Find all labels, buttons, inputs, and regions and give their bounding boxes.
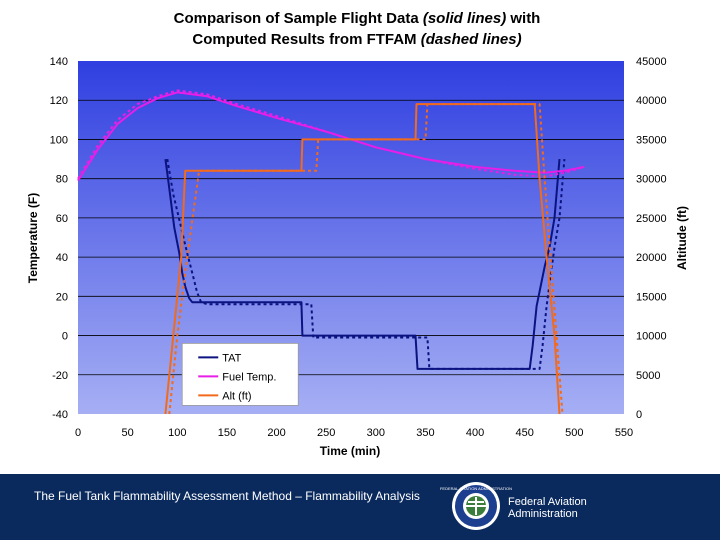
y-right-tick-label: 40000 [636,95,667,108]
y-right-tick-label: 30000 [636,173,667,186]
y-right-tick-label: 5000 [636,369,661,382]
y-left-tick-label: 60 [55,212,68,225]
legend [182,343,298,405]
y-axis-left-title: Temperature (F) [26,192,40,284]
y-left-tick-label: 120 [49,95,68,108]
x-tick-label: 250 [317,427,336,439]
x-tick-label: 200 [267,427,286,439]
svg-text:FEDERAL AVIATION ADMINISTRATIO: FEDERAL AVIATION ADMINISTRATION [439,486,513,491]
x-tick-label: 550 [614,427,634,439]
faa-seal-icon [439,481,513,531]
y-right-tick-label: 20000 [636,252,667,265]
x-tick-label: 400 [465,427,485,439]
x-tick-label: 0 [74,427,82,439]
x-tick-label: 150 [217,427,237,439]
y-right-tick-label: 15000 [636,291,667,304]
x-tick-label: 300 [366,427,385,439]
y-left-tick-label: 100 [49,134,68,147]
legend-label: TAT [222,352,242,365]
plot-area [78,61,624,414]
y-left-tick-label: 0 [61,330,68,343]
y-left-tick-label: -40 [52,409,68,421]
x-tick-label: 100 [168,427,187,439]
y-left-tick-label: 40 [55,252,68,265]
x-tick-label: 50 [121,427,134,439]
y-right-tick-label: 0 [636,409,643,421]
y-left-tick-label: 20 [55,291,68,304]
faa-name-line-2: Administration [508,508,578,520]
x-tick-label: 350 [416,427,435,439]
footer-bar [0,474,720,540]
y-axis-right-title: Altitude (ft) [675,206,689,270]
chart-title-line-1: Comparison of Sample Flight Data (solid lines) with [173,10,541,27]
y-right-tick-label: 10000 [636,330,667,343]
x-tick-label: 450 [515,427,534,439]
y-left-tick-label: -20 [52,369,68,382]
y-right-tick-label: 45000 [636,56,667,68]
faa-name-line-1: Federal Aviation [508,496,587,508]
legend-label: Alt (ft) [222,390,252,403]
y-right-tick-label: 35000 [636,134,667,147]
x-axis-title: Time (min) [319,444,381,458]
chart-title-line-2: Computed Results from FTFAM (dashed lines) [192,31,522,48]
y-left-tick-label: 80 [55,173,68,186]
faa-name [508,496,587,520]
legend-label: Fuel Temp. [222,371,277,384]
footer-caption: The Fuel Tank Flammability Assessment Method – Flammability Analysis [34,489,420,503]
y-left-tick-label: 140 [49,56,68,68]
x-tick-label: 500 [565,427,584,439]
y-right-tick-label: 25000 [636,212,667,225]
